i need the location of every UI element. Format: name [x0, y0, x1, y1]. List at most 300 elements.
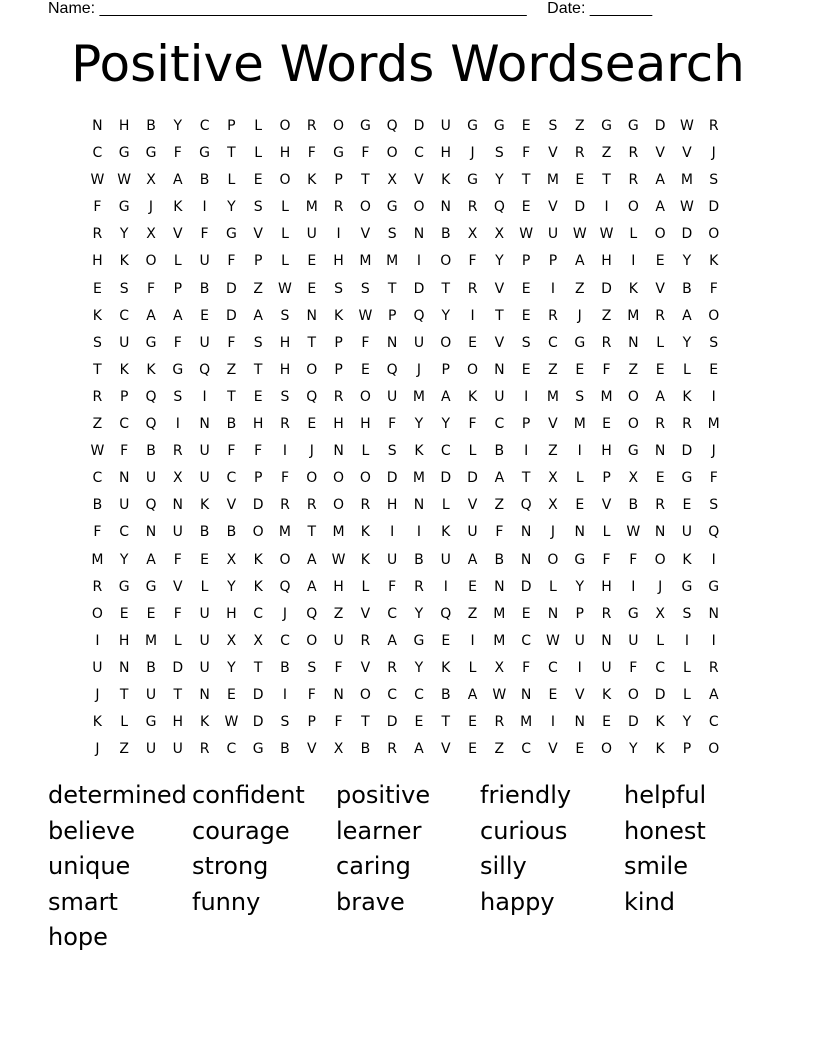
grid-letter[interactable]: X — [387, 172, 397, 189]
grid-letter[interactable]: G — [118, 199, 130, 216]
grid-letter[interactable]: K — [92, 714, 102, 731]
grid-letter[interactable]: X — [333, 741, 344, 758]
grid-letter[interactable]: E — [253, 388, 263, 405]
grid-letter[interactable]: T — [119, 686, 129, 703]
grid-letter[interactable]: N — [547, 605, 559, 622]
grid-letter[interactable]: X — [146, 226, 156, 243]
grid-letter[interactable]: T — [307, 334, 317, 351]
grid-letter[interactable]: M — [520, 714, 533, 731]
grid-letter[interactable]: N — [413, 497, 425, 514]
grid-letter[interactable]: L — [173, 632, 182, 649]
grid-letter[interactable]: B — [494, 443, 505, 460]
grid-letter[interactable]: O — [359, 686, 371, 703]
grid-letter[interactable]: R — [708, 118, 719, 134]
grid-letter[interactable]: C — [548, 659, 558, 676]
grid-letter[interactable]: W — [117, 172, 132, 189]
grid-letter[interactable]: K — [682, 388, 692, 405]
grid-letter[interactable]: F — [200, 226, 209, 243]
grid-letter[interactable]: U — [199, 632, 210, 649]
grid-letter[interactable]: G — [333, 145, 344, 162]
grid-letter[interactable]: Z — [548, 361, 558, 378]
grid-letter[interactable]: A — [253, 307, 263, 324]
grid-letter[interactable]: S — [92, 334, 102, 351]
grid-letter[interactable]: C — [253, 605, 264, 622]
grid-letter[interactable]: A — [173, 172, 183, 189]
grid-letter[interactable]: C — [119, 307, 130, 324]
grid-letter[interactable]: G — [386, 199, 398, 216]
grid-letter[interactable]: L — [361, 578, 370, 595]
grid-letter[interactable]: I — [416, 524, 422, 541]
grid-letter[interactable]: X — [548, 497, 558, 514]
grid-letter[interactable]: O — [252, 524, 264, 541]
grid-letter[interactable]: T — [521, 470, 531, 487]
grid-letter[interactable]: F — [629, 659, 638, 676]
grid-letter[interactable]: R — [574, 145, 585, 162]
grid-letter[interactable]: W — [680, 199, 694, 216]
grid-letter[interactable]: Y — [495, 172, 504, 189]
grid-letter[interactable]: E — [521, 605, 531, 622]
grid-letter[interactable]: F — [173, 334, 182, 351]
grid-letter[interactable]: I — [604, 199, 609, 216]
grid-letter[interactable]: M — [493, 605, 506, 622]
grid-letter[interactable]: L — [549, 578, 557, 595]
grid-letter[interactable]: Z — [119, 741, 129, 758]
grid-letter[interactable]: Q — [440, 605, 452, 622]
grid-letter[interactable]: O — [359, 199, 371, 216]
grid-letter[interactable]: O — [440, 253, 452, 270]
grid-letter[interactable]: Q — [199, 361, 211, 378]
grid-letter[interactable]: I — [202, 199, 207, 216]
grid-letter[interactable]: R — [306, 118, 317, 134]
grid-letter[interactable]: W — [90, 172, 105, 189]
grid-letter[interactable]: V — [548, 741, 558, 758]
grid-letter[interactable]: D — [386, 470, 398, 487]
grid-letter[interactable]: E — [602, 416, 611, 433]
grid-letter[interactable]: F — [602, 551, 611, 568]
grid-letter[interactable]: I — [470, 632, 475, 649]
grid-letter[interactable]: O — [627, 199, 639, 216]
grid-letter[interactable]: L — [468, 659, 477, 676]
grid-letter[interactable]: H — [333, 253, 344, 270]
grid-letter[interactable]: D — [708, 199, 720, 216]
grid-letter[interactable]: F — [227, 253, 236, 270]
grid-letter[interactable]: U — [199, 470, 210, 487]
grid-letter[interactable]: O — [279, 551, 291, 568]
grid-letter[interactable]: F — [361, 145, 370, 162]
grid-letter[interactable]: V — [682, 145, 692, 162]
grid-letter[interactable]: X — [494, 659, 505, 676]
grid-letter[interactable]: R — [494, 714, 505, 731]
grid-letter[interactable]: F — [227, 443, 236, 460]
grid-letter[interactable]: H — [279, 145, 291, 162]
grid-letter[interactable]: G — [493, 118, 505, 134]
grid-letter[interactable]: T — [253, 659, 263, 676]
grid-letter[interactable]: I — [577, 443, 582, 460]
grid-letter[interactable]: U — [333, 632, 344, 649]
grid-letter[interactable]: P — [334, 172, 343, 189]
grid-letter[interactable]: S — [253, 334, 263, 351]
grid-letter[interactable]: A — [655, 388, 665, 405]
grid-letter[interactable]: J — [550, 524, 556, 541]
grid-letter[interactable]: Q — [306, 388, 318, 405]
grid-letter[interactable]: V — [548, 199, 558, 216]
grid-letter[interactable]: V — [360, 605, 371, 622]
grid-letter[interactable]: E — [119, 605, 129, 622]
grid-letter[interactable]: W — [572, 226, 587, 243]
grid-letter[interactable]: N — [520, 686, 532, 703]
grid-letter[interactable]: O — [386, 145, 398, 162]
grid-letter[interactable]: S — [575, 388, 585, 405]
grid-letter[interactable]: P — [602, 470, 611, 487]
grid-letter[interactable]: Y — [441, 416, 451, 433]
grid-letter[interactable]: P — [253, 253, 263, 270]
grid-letter[interactable]: T — [521, 172, 531, 189]
grid-letter[interactable]: F — [334, 714, 343, 731]
grid-letter[interactable]: E — [360, 361, 370, 378]
grid-letter[interactable]: E — [521, 307, 531, 324]
grid-letter[interactable]: E — [655, 361, 665, 378]
grid-letter[interactable]: E — [548, 686, 558, 703]
grid-letter[interactable]: G — [467, 118, 478, 134]
grid-letter[interactable]: J — [148, 199, 154, 216]
grid-letter[interactable]: F — [522, 659, 531, 676]
grid-letter[interactable]: V — [360, 659, 371, 676]
grid-letter[interactable]: O — [279, 172, 291, 189]
grid-letter[interactable]: F — [495, 524, 504, 541]
grid-letter[interactable]: Y — [227, 578, 236, 595]
grid-letter[interactable]: P — [173, 280, 183, 297]
grid-letter[interactable]: I — [631, 253, 636, 270]
grid-letter[interactable]: M — [305, 199, 318, 216]
grid-letter[interactable]: X — [253, 632, 263, 649]
grid-letter[interactable]: X — [146, 172, 156, 189]
grid-letter[interactable]: K — [307, 172, 317, 189]
grid-letter[interactable]: P — [521, 416, 531, 433]
grid-letter[interactable]: O — [627, 416, 639, 433]
grid-letter[interactable]: E — [575, 497, 585, 514]
grid-letter[interactable]: V — [548, 416, 558, 433]
grid-letter[interactable]: W — [680, 118, 694, 134]
grid-letter[interactable]: I — [95, 632, 100, 649]
grid-letter[interactable]: V — [548, 145, 558, 162]
grid-letter[interactable]: C — [226, 741, 237, 758]
grid-letter[interactable]: M — [546, 388, 559, 405]
grid-letter[interactable]: B — [226, 416, 237, 433]
grid-letter[interactable]: Z — [253, 280, 263, 297]
grid-letter[interactable]: E — [441, 632, 451, 649]
grid-letter[interactable]: Z — [333, 605, 344, 622]
grid-letter[interactable]: O — [333, 497, 345, 514]
grid-letter[interactable]: C — [414, 686, 424, 703]
grid-letter[interactable]: I — [711, 388, 716, 405]
grid-letter[interactable]: K — [333, 307, 344, 324]
grid-letter[interactable]: T — [307, 524, 317, 541]
grid-letter[interactable]: Z — [601, 145, 612, 162]
grid-letter[interactable]: B — [360, 741, 371, 758]
grid-letter[interactable]: Y — [629, 741, 638, 758]
grid-letter[interactable]: G — [199, 145, 211, 162]
grid-letter[interactable]: V — [601, 497, 612, 514]
grid-letter[interactable]: K — [682, 551, 692, 568]
grid-letter[interactable]: R — [708, 659, 719, 676]
grid-letter[interactable]: D — [601, 280, 612, 297]
grid-letter[interactable]: Q — [306, 605, 318, 622]
grid-letter[interactable]: F — [227, 334, 236, 351]
grid-letter[interactable]: V — [360, 226, 371, 243]
grid-letter[interactable]: G — [681, 470, 693, 487]
grid-letter[interactable]: R — [92, 388, 103, 405]
grid-letter[interactable]: S — [387, 443, 397, 460]
grid-letter[interactable]: K — [92, 307, 102, 324]
grid-letter[interactable]: U — [306, 226, 317, 243]
grid-letter[interactable]: I — [550, 714, 556, 731]
grid-letter[interactable]: U — [628, 632, 639, 649]
grid-letter[interactable]: Q — [413, 307, 425, 324]
grid-letter[interactable]: U — [119, 497, 130, 514]
grid-letter[interactable]: E — [253, 172, 263, 189]
grid-letter[interactable]: H — [172, 714, 184, 731]
grid-letter[interactable]: O — [440, 334, 452, 351]
grid-letter[interactable]: K — [441, 172, 451, 189]
grid-letter[interactable]: R — [682, 416, 692, 433]
grid-letter[interactable]: K — [655, 714, 665, 731]
grid-letter[interactable]: D — [654, 686, 666, 703]
grid-letter[interactable]: E — [521, 280, 531, 297]
grid-letter[interactable]: C — [521, 632, 532, 649]
grid-letter[interactable]: S — [307, 659, 317, 676]
grid-letter[interactable]: R — [601, 605, 612, 622]
grid-letter[interactable]: E — [307, 280, 317, 297]
grid-letter[interactable]: N — [628, 334, 639, 351]
grid-letter[interactable]: S — [521, 334, 531, 351]
grid-letter[interactable]: K — [199, 714, 210, 731]
grid-letter[interactable]: H — [601, 578, 612, 595]
grid-letter[interactable]: M — [546, 172, 559, 189]
grid-letter[interactable]: C — [655, 659, 666, 676]
grid-letter[interactable]: D — [440, 470, 452, 487]
grid-letter[interactable]: K — [441, 659, 451, 676]
grid-letter[interactable]: F — [173, 605, 182, 622]
grid-letter[interactable]: E — [146, 605, 156, 622]
grid-letter[interactable]: V — [414, 172, 424, 189]
grid-letter[interactable]: Y — [119, 551, 129, 568]
grid-letter[interactable]: C — [708, 714, 719, 731]
grid-letter[interactable]: J — [711, 443, 716, 460]
grid-letter[interactable]: G — [708, 578, 720, 595]
grid-letter[interactable]: D — [252, 686, 264, 703]
grid-letter[interactable]: G — [252, 741, 264, 758]
grid-letter[interactable]: K — [360, 551, 370, 568]
grid-letter[interactable]: Z — [574, 118, 585, 134]
grid-letter[interactable]: R — [414, 578, 424, 595]
grid-letter[interactable]: I — [470, 307, 475, 324]
grid-letter[interactable]: E — [682, 497, 692, 514]
grid-letter[interactable]: N — [118, 659, 130, 676]
grid-letter[interactable]: N — [172, 497, 184, 514]
grid-letter[interactable]: G — [118, 578, 130, 595]
grid-letter[interactable]: H — [118, 118, 130, 134]
grid-letter[interactable]: S — [709, 334, 719, 351]
grid-letter[interactable]: A — [387, 632, 397, 649]
grid-letter[interactable]: M — [680, 172, 693, 189]
grid-letter[interactable]: E — [709, 361, 719, 378]
grid-letter[interactable]: O — [654, 551, 666, 568]
grid-letter[interactable]: S — [280, 307, 290, 324]
grid-letter[interactable]: J — [577, 307, 582, 324]
grid-letter[interactable]: S — [682, 605, 692, 622]
grid-letter[interactable]: L — [227, 172, 236, 189]
grid-letter[interactable]: I — [336, 226, 341, 243]
grid-letter[interactable]: C — [494, 416, 505, 433]
grid-letter[interactable]: V — [655, 280, 665, 297]
grid-letter[interactable]: P — [521, 253, 531, 270]
grid-letter[interactable]: C — [387, 605, 398, 622]
grid-letter[interactable]: C — [521, 741, 532, 758]
grid-letter[interactable]: C — [548, 334, 558, 351]
grid-letter[interactable]: B — [494, 551, 505, 568]
grid-letter[interactable]: A — [414, 741, 424, 758]
grid-letter[interactable]: I — [711, 632, 716, 649]
grid-letter[interactable]: A — [146, 551, 156, 568]
grid-letter[interactable]: O — [279, 118, 291, 134]
grid-letter[interactable]: U — [440, 118, 451, 134]
grid-letter[interactable]: A — [440, 388, 451, 405]
grid-letter[interactable]: J — [95, 686, 100, 703]
grid-letter[interactable]: K — [628, 280, 638, 297]
grid-letter[interactable]: G — [225, 226, 237, 243]
grid-letter[interactable]: X — [172, 470, 183, 487]
grid-letter[interactable]: I — [443, 578, 448, 595]
grid-letter[interactable]: I — [577, 659, 582, 676]
grid-letter[interactable]: N — [601, 632, 612, 649]
grid-letter[interactable]: C — [119, 416, 130, 433]
grid-letter[interactable]: C — [199, 118, 210, 134]
grid-letter[interactable]: U — [681, 524, 693, 541]
grid-letter[interactable]: E — [468, 741, 477, 758]
grid-letter[interactable]: I — [202, 388, 207, 405]
grid-letter[interactable]: O — [413, 199, 425, 216]
grid-letter[interactable]: N — [92, 118, 103, 134]
grid-letter[interactable]: C — [92, 145, 103, 162]
grid-letter[interactable]: U — [440, 551, 451, 568]
grid-letter[interactable]: N — [306, 307, 318, 324]
grid-letter[interactable]: S — [173, 388, 183, 405]
grid-letter[interactable]: U — [172, 741, 183, 758]
grid-letter[interactable]: E — [226, 686, 236, 703]
grid-letter[interactable]: D — [574, 199, 586, 216]
grid-letter[interactable]: K — [119, 253, 129, 270]
grid-letter[interactable]: Y — [227, 199, 236, 216]
grid-letter[interactable]: T — [441, 714, 451, 731]
grid-letter[interactable]: G — [627, 118, 639, 134]
grid-letter[interactable]: P — [307, 714, 316, 731]
grid-letter[interactable]: C — [440, 443, 451, 460]
grid-letter[interactable]: G — [601, 118, 612, 134]
grid-letter[interactable]: D — [252, 497, 264, 514]
grid-letter[interactable]: U — [199, 659, 210, 676]
grid-letter[interactable]: O — [359, 470, 371, 487]
grid-letter[interactable]: M — [412, 470, 425, 487]
grid-letter[interactable]: Y — [682, 334, 692, 351]
grid-letter[interactable]: W — [546, 632, 560, 649]
grid-letter[interactable]: J — [95, 741, 100, 758]
grid-letter[interactable]: U — [199, 334, 210, 351]
grid-letter[interactable]: E — [468, 714, 477, 731]
name-blank[interactable]: ________________________________________________ — [99, 0, 527, 17]
grid-letter[interactable]: Y — [682, 714, 692, 731]
grid-letter[interactable]: G — [627, 605, 639, 622]
grid-letter[interactable]: Q — [145, 416, 157, 433]
grid-letter[interactable]: D — [413, 118, 425, 134]
grid-letter[interactable]: R — [387, 659, 398, 676]
grid-letter[interactable]: E — [468, 334, 477, 351]
grid-letter[interactable]: X — [494, 226, 505, 243]
grid-letter[interactable]: A — [655, 199, 665, 216]
grid-letter[interactable]: L — [468, 443, 477, 460]
grid-letter[interactable]: F — [173, 145, 182, 162]
grid-letter[interactable]: M — [493, 632, 506, 649]
grid-letter[interactable]: R — [92, 578, 103, 595]
grid-letter[interactable]: R — [387, 741, 398, 758]
grid-letter[interactable]: U — [494, 388, 505, 405]
grid-letter[interactable]: T — [387, 280, 397, 297]
grid-letter[interactable]: L — [281, 253, 289, 270]
grid-letter[interactable]: J — [282, 605, 288, 622]
grid-letter[interactable]: N — [118, 470, 130, 487]
grid-letter[interactable]: H — [360, 416, 371, 433]
grid-letter[interactable]: G — [118, 145, 130, 162]
grid-letter[interactable]: N — [333, 443, 344, 460]
grid-letter[interactable]: P — [253, 470, 263, 487]
grid-letter[interactable]: Q — [520, 497, 532, 514]
grid-letter[interactable]: F — [307, 686, 316, 703]
grid-letter[interactable]: R — [548, 307, 558, 324]
grid-letter[interactable]: H — [440, 145, 452, 162]
grid-letter[interactable]: E — [307, 416, 317, 433]
grid-letter[interactable]: I — [390, 524, 395, 541]
grid-letter[interactable]: L — [120, 714, 129, 731]
grid-letter[interactable]: X — [548, 470, 558, 487]
grid-letter[interactable]: F — [173, 551, 182, 568]
grid-letter[interactable]: T — [173, 686, 183, 703]
grid-letter[interactable]: P — [334, 334, 343, 351]
grid-letter[interactable]: G — [574, 551, 586, 568]
grid-letter[interactable]: P — [441, 361, 450, 378]
grid-letter[interactable]: G — [145, 334, 157, 351]
grid-letter[interactable]: S — [334, 280, 344, 297]
grid-letter[interactable]: H — [252, 416, 264, 433]
grid-letter[interactable]: D — [225, 280, 237, 297]
grid-letter[interactable]: A — [574, 253, 585, 270]
grid-letter[interactable]: B — [146, 659, 156, 676]
grid-letter[interactable]: B — [628, 497, 639, 514]
grid-letter[interactable]: N — [413, 226, 425, 243]
grid-letter[interactable]: T — [253, 361, 263, 378]
grid-letter[interactable]: E — [521, 118, 531, 134]
grid-letter[interactable]: N — [386, 334, 398, 351]
grid-letter[interactable]: O — [306, 470, 318, 487]
grid-letter[interactable]: N — [494, 361, 505, 378]
grid-letter[interactable]: T — [495, 307, 504, 324]
grid-letter[interactable]: T — [361, 714, 370, 731]
grid-letter[interactable]: M — [600, 388, 613, 405]
grid-letter[interactable]: F — [93, 199, 102, 216]
grid-letter[interactable]: Q — [386, 118, 398, 134]
grid-letter[interactable]: K — [655, 741, 665, 758]
grid-letter[interactable]: N — [199, 416, 210, 433]
grid-letter[interactable]: U — [145, 741, 157, 758]
grid-letter[interactable]: E — [655, 253, 665, 270]
